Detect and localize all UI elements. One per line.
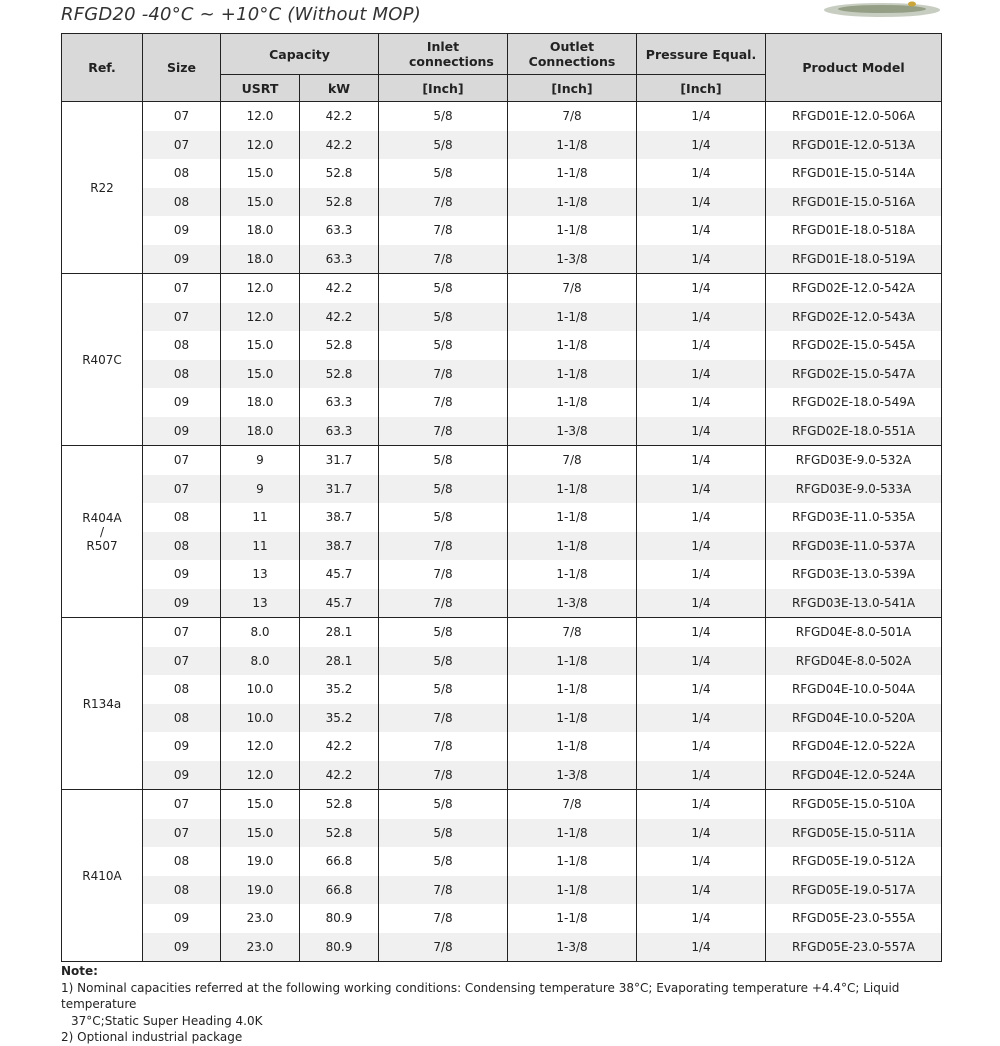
cell-kw: 63.3 (300, 388, 379, 417)
cell-inlet: 7/8 (379, 732, 508, 761)
cell-inlet: 7/8 (379, 876, 508, 905)
cell-size: 09 (143, 732, 221, 761)
cell-inlet: 5/8 (379, 131, 508, 160)
cell-outlet: 7/8 (508, 446, 637, 475)
cell-outlet: 1-3/8 (508, 933, 637, 962)
table-row (62, 388, 942, 417)
cell-inlet: 7/8 (379, 417, 508, 446)
cell-inlet: 7/8 (379, 904, 508, 933)
cell-model: RFGD04E-8.0-502A (766, 647, 942, 676)
cell-size: 07 (143, 303, 221, 332)
table-row (62, 331, 942, 360)
cell-model: RFGD04E-12.0-524A (766, 761, 942, 790)
cell-usrt: 23.0 (221, 933, 300, 962)
cell-model: RFGD05E-19.0-512A (766, 847, 942, 876)
ref-label: R404A (82, 510, 122, 525)
cell-inlet: 7/8 (379, 360, 508, 389)
cell-inlet: 5/8 (379, 446, 508, 475)
cell-usrt: 9 (221, 446, 300, 475)
table-row (62, 819, 942, 848)
header-capacity: Capacity (221, 34, 379, 75)
cell-model: RFGD02E-18.0-551A (766, 417, 942, 446)
ref-label: R134a (82, 696, 122, 711)
ref-label: R22 (90, 180, 114, 195)
ref-label: R507 (86, 538, 118, 553)
cell-usrt: 18.0 (221, 216, 300, 245)
cell-outlet: 1-3/8 (508, 245, 637, 274)
cell-model: RFGD01E-15.0-514A (766, 159, 942, 188)
cell-inlet: 7/8 (379, 532, 508, 561)
cell-model: RFGD02E-15.0-545A (766, 331, 942, 360)
cell-outlet: 7/8 (508, 618, 637, 647)
table-row (62, 503, 942, 532)
cell-kw: 38.7 (300, 532, 379, 561)
cell-outlet: 1-1/8 (508, 331, 637, 360)
cell-usrt: 12.0 (221, 761, 300, 790)
cell-usrt: 8.0 (221, 618, 300, 647)
cell-usrt: 15.0 (221, 819, 300, 848)
header-inlet-unit: [Inch] (379, 75, 508, 102)
cell-size: 08 (143, 159, 221, 188)
brand-logo-graphic (820, 0, 940, 22)
cell-size: 07 (143, 618, 221, 647)
table-row (62, 417, 942, 446)
cell-size: 09 (143, 933, 221, 962)
cell-inlet: 7/8 (379, 704, 508, 733)
table-row (62, 475, 942, 504)
cell-kw: 52.8 (300, 188, 379, 217)
header-outlet: Outlet Connections (508, 34, 637, 75)
cell-size: 08 (143, 532, 221, 561)
cell-size: 07 (143, 446, 221, 475)
table-row (62, 446, 942, 475)
cell-pressure: 1/4 (637, 647, 766, 676)
cell-pressure: 1/4 (637, 847, 766, 876)
cell-kw: 52.8 (300, 819, 379, 848)
cell-outlet: 1-1/8 (508, 675, 637, 704)
cell-model: RFGD04E-8.0-501A (766, 618, 942, 647)
cell-size: 09 (143, 904, 221, 933)
cell-inlet: 5/8 (379, 618, 508, 647)
cell-outlet: 1-1/8 (508, 876, 637, 905)
header-outlet-unit: [Inch] (508, 75, 637, 102)
cell-usrt: 12.0 (221, 131, 300, 160)
refrigerant-group (62, 274, 942, 446)
ref-cell (62, 102, 143, 274)
cell-inlet: 5/8 (379, 102, 508, 131)
cell-usrt: 13 (221, 589, 300, 618)
cell-pressure: 1/4 (637, 618, 766, 647)
cell-usrt: 18.0 (221, 388, 300, 417)
ref-cell (62, 790, 143, 962)
cell-kw: 52.8 (300, 159, 379, 188)
table-row (62, 216, 942, 245)
cell-size: 09 (143, 388, 221, 417)
cell-pressure: 1/4 (637, 360, 766, 389)
cell-kw: 63.3 (300, 417, 379, 446)
header-size: Size (143, 34, 221, 102)
cell-pressure: 1/4 (637, 819, 766, 848)
cell-pressure: 1/4 (637, 503, 766, 532)
cell-usrt: 12.0 (221, 274, 300, 303)
cell-kw: 42.2 (300, 732, 379, 761)
cell-usrt: 15.0 (221, 360, 300, 389)
cell-kw: 66.8 (300, 876, 379, 905)
header-usrt: USRT (221, 75, 300, 102)
cell-usrt: 8.0 (221, 647, 300, 676)
cell-inlet: 7/8 (379, 245, 508, 274)
cell-usrt: 12.0 (221, 102, 300, 131)
cell-inlet: 7/8 (379, 761, 508, 790)
cell-pressure: 1/4 (637, 303, 766, 332)
cell-size: 07 (143, 475, 221, 504)
cell-size: 08 (143, 503, 221, 532)
cell-kw: 52.8 (300, 790, 379, 819)
cell-kw: 42.2 (300, 761, 379, 790)
cell-pressure: 1/4 (637, 761, 766, 790)
table-row (62, 188, 942, 217)
cell-kw: 42.2 (300, 303, 379, 332)
note-line-2: 2) Optional industrial package (61, 1030, 243, 1044)
cell-usrt: 10.0 (221, 704, 300, 733)
cell-pressure: 1/4 (637, 417, 766, 446)
cell-size: 09 (143, 245, 221, 274)
cell-size: 07 (143, 274, 221, 303)
table-row (62, 732, 942, 761)
cell-pressure: 1/4 (637, 560, 766, 589)
cell-inlet: 7/8 (379, 388, 508, 417)
cell-model: RFGD03E-11.0-535A (766, 503, 942, 532)
cell-outlet: 1-1/8 (508, 732, 637, 761)
cell-usrt: 11 (221, 503, 300, 532)
cell-model: RFGD04E-10.0-520A (766, 704, 942, 733)
product-spec-table (61, 33, 942, 962)
refrigerant-group (62, 618, 942, 790)
cell-pressure: 1/4 (637, 102, 766, 131)
cell-size: 08 (143, 847, 221, 876)
page-title: RFGD20 -40°C ~ +10°C (Without MOP) (61, 4, 421, 25)
cell-pressure: 1/4 (637, 131, 766, 160)
cell-outlet: 1-1/8 (508, 532, 637, 561)
ref-cell (62, 274, 143, 446)
cell-size: 07 (143, 819, 221, 848)
cell-outlet: 7/8 (508, 274, 637, 303)
cell-model: RFGD02E-12.0-542A (766, 274, 942, 303)
cell-pressure: 1/4 (637, 704, 766, 733)
cell-usrt: 12.0 (221, 303, 300, 332)
ref-cell (62, 618, 143, 790)
cell-model: RFGD01E-18.0-518A (766, 216, 942, 245)
table-row (62, 876, 942, 905)
header-model: Product Model (766, 34, 942, 102)
cell-outlet: 1-1/8 (508, 360, 637, 389)
cell-pressure: 1/4 (637, 589, 766, 618)
cell-usrt: 12.0 (221, 732, 300, 761)
cell-pressure: 1/4 (637, 446, 766, 475)
cell-kw: 45.7 (300, 589, 379, 618)
cell-model: RFGD05E-23.0-557A (766, 933, 942, 962)
table-row (62, 303, 942, 332)
cell-pressure: 1/4 (637, 876, 766, 905)
cell-kw: 63.3 (300, 245, 379, 274)
cell-outlet: 1-1/8 (508, 503, 637, 532)
header-kw: kW (300, 75, 379, 102)
cell-model: RFGD03E-11.0-537A (766, 532, 942, 561)
cell-size: 08 (143, 331, 221, 360)
cell-inlet: 7/8 (379, 933, 508, 962)
cell-inlet: 5/8 (379, 159, 508, 188)
cell-outlet: 1-3/8 (508, 589, 637, 618)
cell-size: 08 (143, 360, 221, 389)
cell-inlet: 5/8 (379, 790, 508, 819)
cell-inlet: 5/8 (379, 475, 508, 504)
cell-inlet: 5/8 (379, 675, 508, 704)
cell-usrt: 9 (221, 475, 300, 504)
cell-outlet: 1-1/8 (508, 131, 637, 160)
cell-usrt: 19.0 (221, 876, 300, 905)
table-row (62, 360, 942, 389)
cell-kw: 31.7 (300, 446, 379, 475)
cell-kw: 63.3 (300, 216, 379, 245)
cell-kw: 52.8 (300, 360, 379, 389)
refrigerant-group (62, 102, 942, 274)
header-inlet: Inlet connections (379, 34, 508, 75)
cell-model: RFGD01E-12.0-506A (766, 102, 942, 131)
cell-outlet: 1-1/8 (508, 388, 637, 417)
refrigerant-group (62, 790, 942, 962)
cell-outlet: 1-1/8 (508, 819, 637, 848)
table-row (62, 245, 942, 274)
table-row (62, 704, 942, 733)
cell-inlet: 5/8 (379, 503, 508, 532)
cell-pressure: 1/4 (637, 216, 766, 245)
cell-model: RFGD01E-12.0-513A (766, 131, 942, 160)
cell-inlet: 7/8 (379, 560, 508, 589)
ref-label: / (99, 524, 105, 539)
cell-outlet: 1-3/8 (508, 761, 637, 790)
cell-usrt: 13 (221, 560, 300, 589)
cell-usrt: 18.0 (221, 417, 300, 446)
ref-cell (62, 446, 143, 618)
table-row (62, 159, 942, 188)
cell-model: RFGD05E-23.0-555A (766, 904, 942, 933)
cell-outlet: 7/8 (508, 790, 637, 819)
cell-model: RFGD05E-15.0-511A (766, 819, 942, 848)
refrigerant-group (62, 446, 942, 618)
table-row (62, 102, 942, 131)
cell-outlet: 1-1/8 (508, 159, 637, 188)
cell-size: 07 (143, 647, 221, 676)
cell-inlet: 7/8 (379, 216, 508, 245)
cell-outlet: 1-1/8 (508, 847, 637, 876)
cell-usrt: 15.0 (221, 790, 300, 819)
table-row (62, 904, 942, 933)
table-row (62, 131, 942, 160)
cell-size: 09 (143, 589, 221, 618)
cell-outlet: 1-1/8 (508, 704, 637, 733)
cell-usrt: 11 (221, 532, 300, 561)
cell-inlet: 5/8 (379, 274, 508, 303)
cell-kw: 42.2 (300, 131, 379, 160)
cell-pressure: 1/4 (637, 188, 766, 217)
table-header (62, 34, 942, 102)
cell-pressure: 1/4 (637, 790, 766, 819)
cell-inlet: 7/8 (379, 589, 508, 618)
cell-size: 07 (143, 102, 221, 131)
ref-label: R407C (82, 352, 122, 367)
cell-model: RFGD03E-9.0-533A (766, 475, 942, 504)
cell-model: RFGD01E-18.0-519A (766, 245, 942, 274)
table-row (62, 847, 942, 876)
cell-inlet: 5/8 (379, 847, 508, 876)
cell-pressure: 1/4 (637, 274, 766, 303)
cell-pressure: 1/4 (637, 388, 766, 417)
cell-kw: 66.8 (300, 847, 379, 876)
cell-inlet: 5/8 (379, 647, 508, 676)
cell-pressure: 1/4 (637, 933, 766, 962)
note-heading: Note: (61, 964, 98, 978)
cell-inlet: 5/8 (379, 819, 508, 848)
cell-kw: 80.9 (300, 904, 379, 933)
cell-outlet: 1-1/8 (508, 216, 637, 245)
cell-usrt: 15.0 (221, 188, 300, 217)
cell-kw: 28.1 (300, 618, 379, 647)
cell-usrt: 19.0 (221, 847, 300, 876)
cell-size: 09 (143, 761, 221, 790)
cell-usrt: 23.0 (221, 904, 300, 933)
cell-pressure: 1/4 (637, 331, 766, 360)
cell-outlet: 1-1/8 (508, 475, 637, 504)
cell-outlet: 7/8 (508, 102, 637, 131)
cell-pressure: 1/4 (637, 904, 766, 933)
cell-kw: 31.7 (300, 475, 379, 504)
cell-kw: 35.2 (300, 704, 379, 733)
cell-kw: 35.2 (300, 675, 379, 704)
cell-model: RFGD02E-12.0-543A (766, 303, 942, 332)
cell-model: RFGD03E-13.0-541A (766, 589, 942, 618)
cell-model: RFGD05E-15.0-510A (766, 790, 942, 819)
cell-outlet: 1-1/8 (508, 904, 637, 933)
table-row (62, 589, 942, 618)
cell-size: 09 (143, 560, 221, 589)
cell-model: RFGD02E-15.0-547A (766, 360, 942, 389)
cell-model: RFGD03E-9.0-532A (766, 446, 942, 475)
cell-pressure: 1/4 (637, 732, 766, 761)
cell-kw: 28.1 (300, 647, 379, 676)
cell-model: RFGD04E-12.0-522A (766, 732, 942, 761)
note-line-1: 1) Nominal capacities referred at the following working conditions: Condensing temperature 38°C; Evaporating temperature +4.4°C; Liquid temperature (61, 980, 900, 1011)
table-row (62, 532, 942, 561)
table-row (62, 790, 942, 819)
table-row (62, 761, 942, 790)
cell-usrt: 10.0 (221, 675, 300, 704)
cell-pressure: 1/4 (637, 532, 766, 561)
cell-inlet: 5/8 (379, 303, 508, 332)
note-line-1-continued: 37°C;Static Super Heading 4.0K (71, 1013, 263, 1028)
cell-model: RFGD05E-19.0-517A (766, 876, 942, 905)
cell-model: RFGD04E-10.0-504A (766, 675, 942, 704)
cell-outlet: 1-1/8 (508, 647, 637, 676)
cell-kw: 52.8 (300, 331, 379, 360)
cell-size: 08 (143, 188, 221, 217)
header-pressure: Pressure Equal. (637, 34, 766, 75)
cell-model: RFGD03E-13.0-539A (766, 560, 942, 589)
table-row (62, 675, 942, 704)
cell-outlet: 1-1/8 (508, 303, 637, 332)
cell-kw: 45.7 (300, 560, 379, 589)
cell-pressure: 1/4 (637, 675, 766, 704)
cell-kw: 42.2 (300, 274, 379, 303)
cell-outlet: 1-1/8 (508, 188, 637, 217)
cell-size: 09 (143, 216, 221, 245)
cell-kw: 38.7 (300, 503, 379, 532)
ref-label: R410A (82, 868, 122, 883)
cell-inlet: 7/8 (379, 188, 508, 217)
cell-model: RFGD01E-15.0-516A (766, 188, 942, 217)
header-ref: Ref. (62, 34, 143, 102)
table-row (62, 274, 942, 303)
cell-kw: 80.9 (300, 933, 379, 962)
cell-inlet: 5/8 (379, 331, 508, 360)
cell-model: RFGD02E-18.0-549A (766, 388, 942, 417)
cell-outlet: 1-3/8 (508, 417, 637, 446)
cell-usrt: 15.0 (221, 159, 300, 188)
table-row (62, 560, 942, 589)
footnote (61, 963, 941, 1046)
cell-usrt: 18.0 (221, 245, 300, 274)
cell-usrt: 15.0 (221, 331, 300, 360)
cell-size: 07 (143, 131, 221, 160)
cell-kw: 42.2 (300, 102, 379, 131)
cell-size: 09 (143, 417, 221, 446)
table-row (62, 618, 942, 647)
table-row (62, 647, 942, 676)
header-pressure-unit: [Inch] (637, 75, 766, 102)
cell-pressure: 1/4 (637, 159, 766, 188)
cell-pressure: 1/4 (637, 245, 766, 274)
cell-pressure: 1/4 (637, 475, 766, 504)
table-row (62, 933, 942, 962)
cell-outlet: 1-1/8 (508, 560, 637, 589)
cell-size: 08 (143, 675, 221, 704)
cell-size: 08 (143, 704, 221, 733)
cell-size: 07 (143, 790, 221, 819)
cell-size: 08 (143, 876, 221, 905)
